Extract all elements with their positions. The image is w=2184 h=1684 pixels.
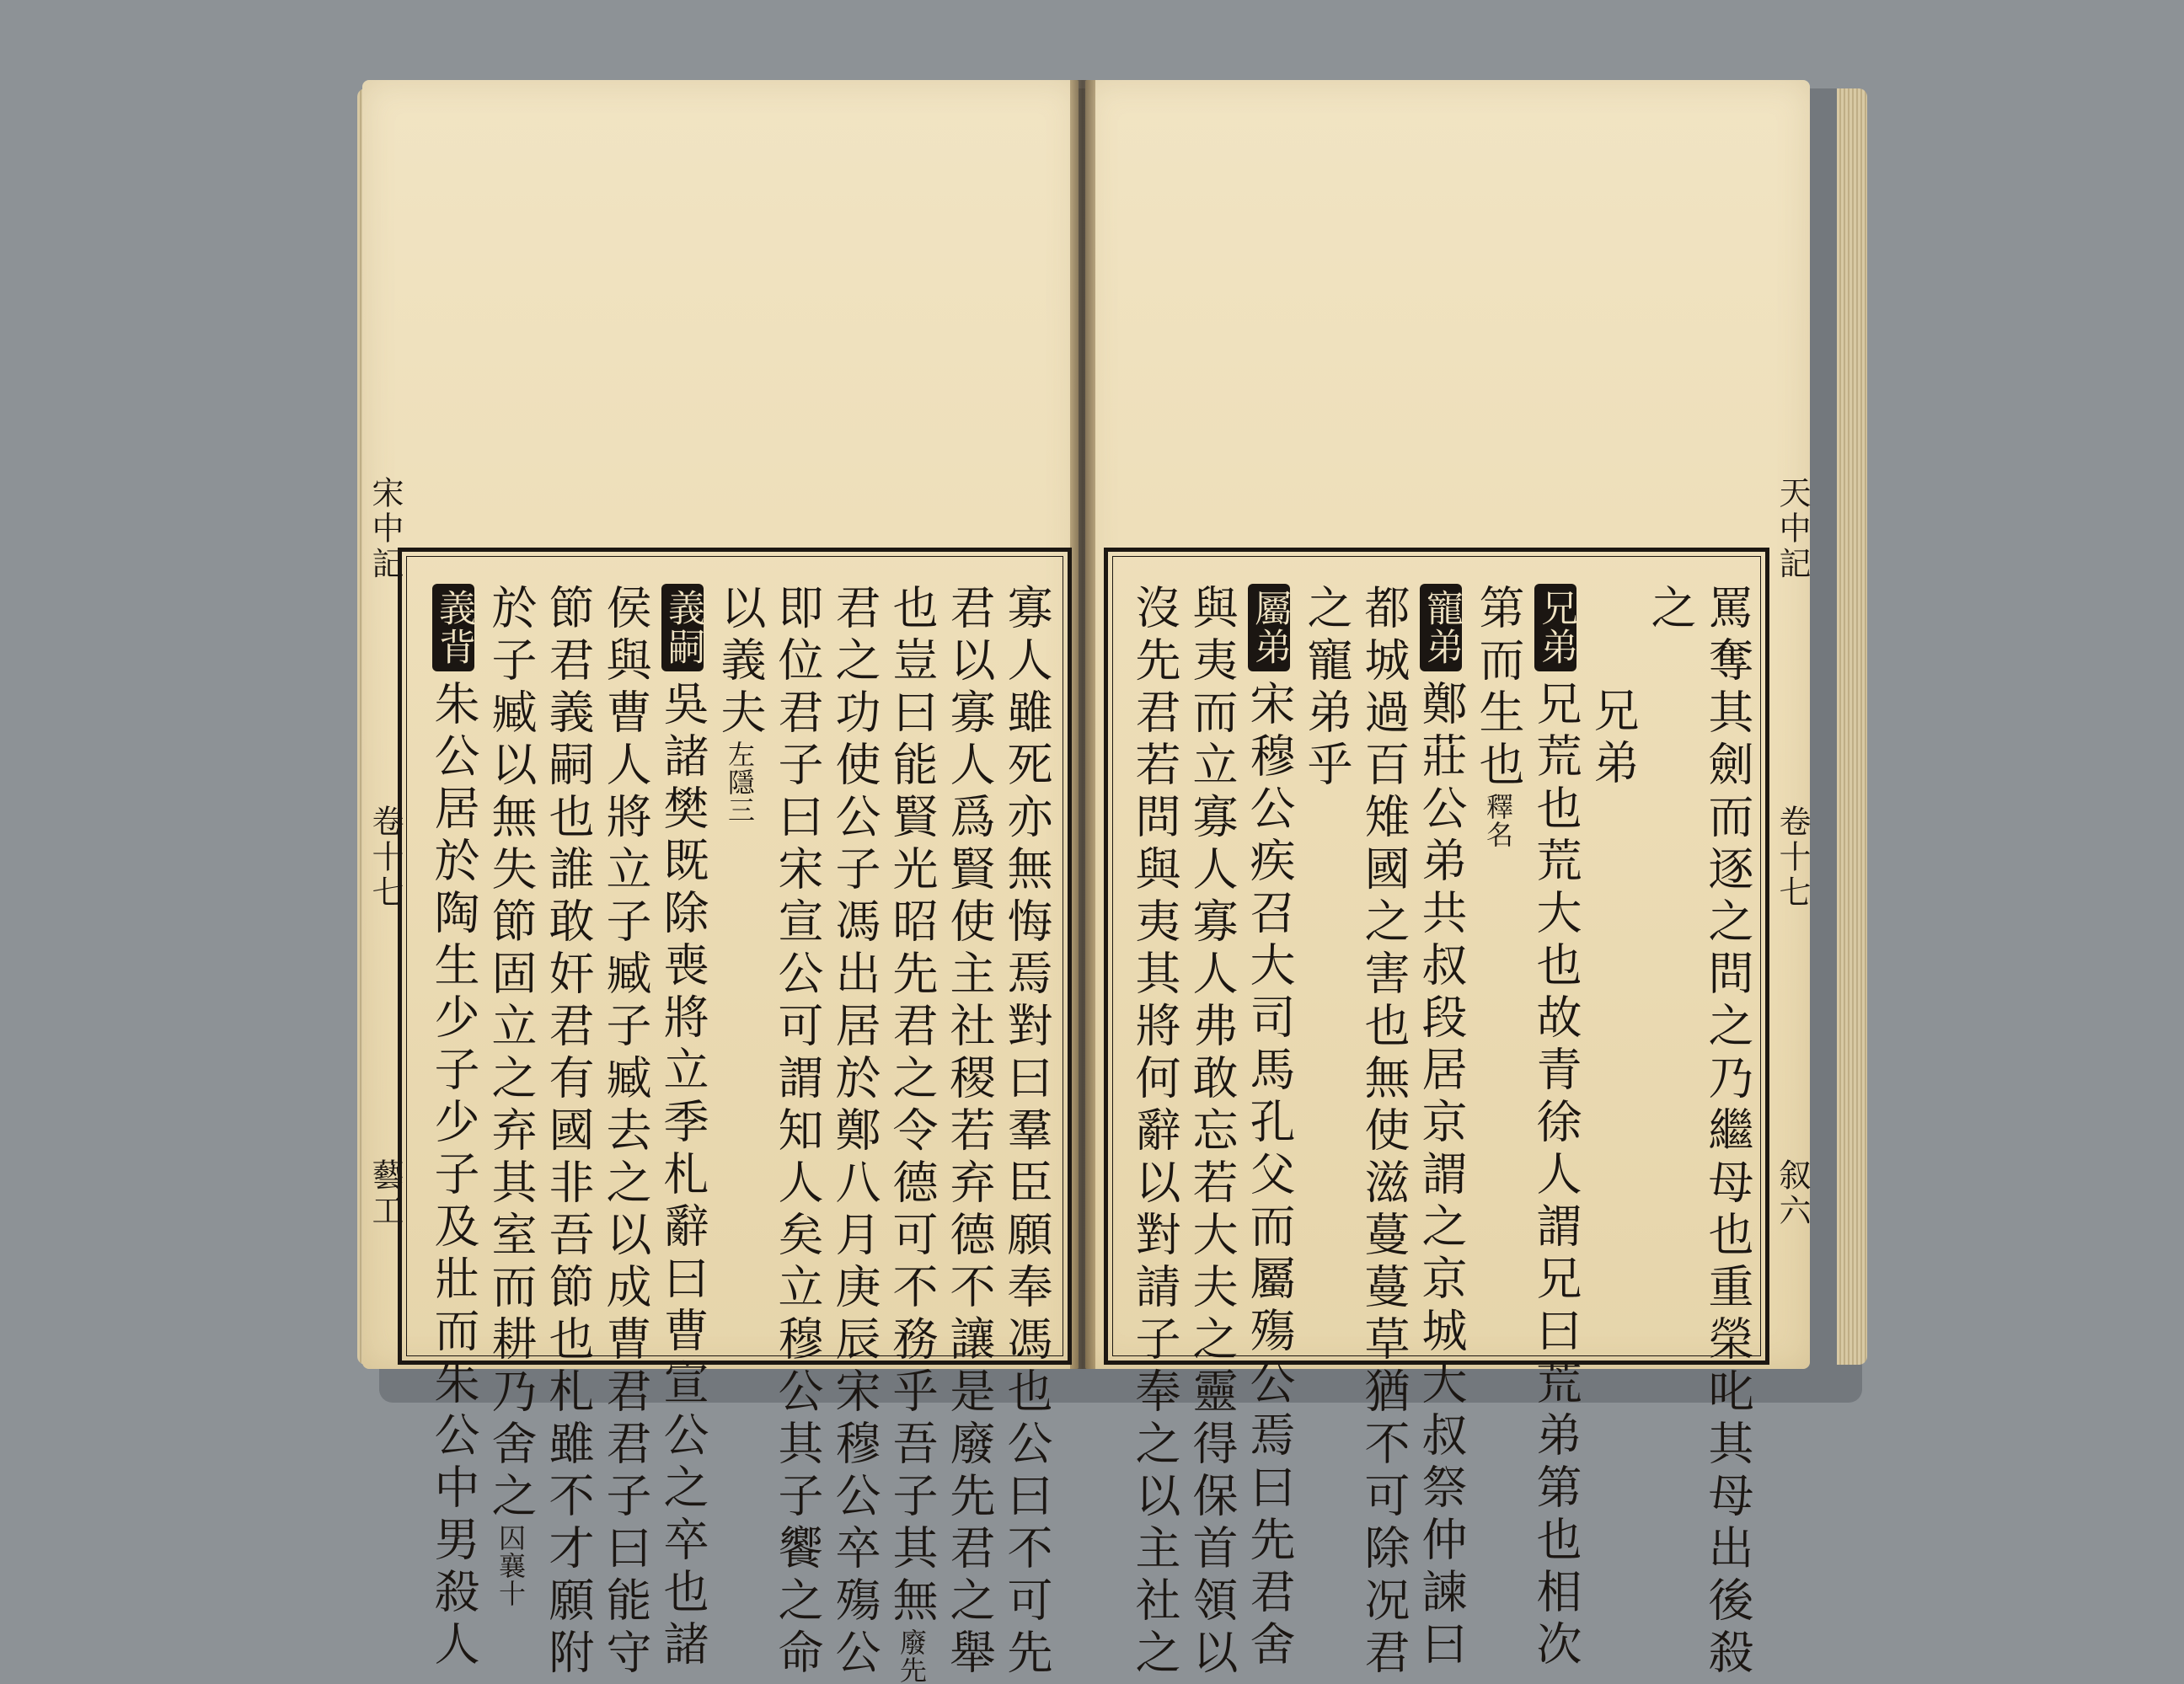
right-margin-page: 叙六 — [1774, 1158, 1811, 1229]
text-column: 兄弟兄荒也荒大也故青徐人謂兄曰荒弟第也相次 — [1533, 584, 1578, 1672]
entry-heading-badge: 寵弟 — [1420, 584, 1462, 671]
left-margin-volume: 卷十七 — [367, 805, 404, 911]
commentary-note: 廢先 — [896, 1628, 928, 1684]
entry-heading-badge: 義嗣 — [661, 584, 704, 671]
text-column: 義背朱公居於陶生少子少子及壯而朱公中男殺人 — [431, 584, 476, 1672]
text-column: 君之功使公子馮出居於鄭八月庚辰宋穆公卒殤公 — [828, 584, 881, 1681]
right-page-edge — [1837, 88, 1867, 1365]
text-column: 寵弟鄭莊公弟共叔段居京謂之京城大叔祭仲諫曰 — [1418, 584, 1464, 1672]
text-column: 也豈曰能賢光昭先君之令德可不務乎吾子其無廢先 — [886, 584, 939, 1684]
left-margin-page: 藝工 — [367, 1158, 404, 1229]
text-column: 以義夫左隱三 — [714, 584, 767, 824]
text-column: 寡人雖死亦無悔焉對曰羣臣願奉馮也公曰不可先 — [1000, 584, 1053, 1681]
source-note: 左隱三 — [724, 740, 756, 824]
text-column: 義嗣吳諸樊既除喪將立季札辭曰曹宣公之卒也諸 — [660, 584, 705, 1672]
text-column: 侯與曹人將立子臧子臧去之以成曹君君子曰能守 — [599, 584, 652, 1681]
source-note: 釋名 — [1482, 793, 1514, 848]
entry-heading-badge: 屬弟 — [1248, 584, 1290, 671]
text-column: 之 — [1644, 584, 1697, 636]
text-column: 君以寡人爲賢使主社稷若弃德不讓是廢先君之舉 — [943, 584, 996, 1681]
text-column: 與夷而立寡人寡人弗敢忘若大夫之靈得保首領以 — [1186, 584, 1239, 1681]
section-heading: 兄弟 — [1587, 687, 1640, 791]
entry-heading-badge: 義背 — [432, 584, 474, 671]
source-note: 囚襄十 — [495, 1524, 527, 1607]
text-column: 第而生也釋名 — [1472, 584, 1525, 848]
text-column: 沒先君若問與夷其將何辭以對請子奉之以主社之 — [1128, 584, 1181, 1681]
book-gutter — [1070, 80, 1095, 1369]
entry-heading-badge: 兄弟 — [1534, 584, 1576, 671]
text-column: 之寵弟乎 — [1300, 584, 1353, 793]
open-book — [362, 72, 1837, 1684]
right-text-frame — [1104, 548, 1769, 1681]
text-column: 都城過百雉國之害也無使滋蔓蔓草猶不可除况君 — [1357, 584, 1410, 1681]
text-column: 即位君子曰宋宣公可謂知人矣立穆公其子饗之命 — [771, 584, 824, 1681]
left-text-frame — [398, 548, 1072, 1684]
text-column: 罵奪其劍而逐之問之乃繼母也重榮叱其母出後殺 — [1701, 584, 1754, 1681]
right-margin-volume: 卷十七 — [1774, 805, 1811, 911]
right-margin-title: 天中記 — [1774, 476, 1811, 582]
text-column: 節君義嗣也誰敢奸君有國非吾節也札雖不才願附 — [542, 584, 595, 1681]
text-column: 於子臧以無失節固立之弃其室而耕乃舍之囚襄十 — [484, 584, 538, 1607]
left-margin-title: 宋中記 — [367, 476, 404, 582]
text-column: 屬弟宋穆公疾召大司馬孔父而屬殤公焉曰先君舍 — [1246, 584, 1292, 1672]
